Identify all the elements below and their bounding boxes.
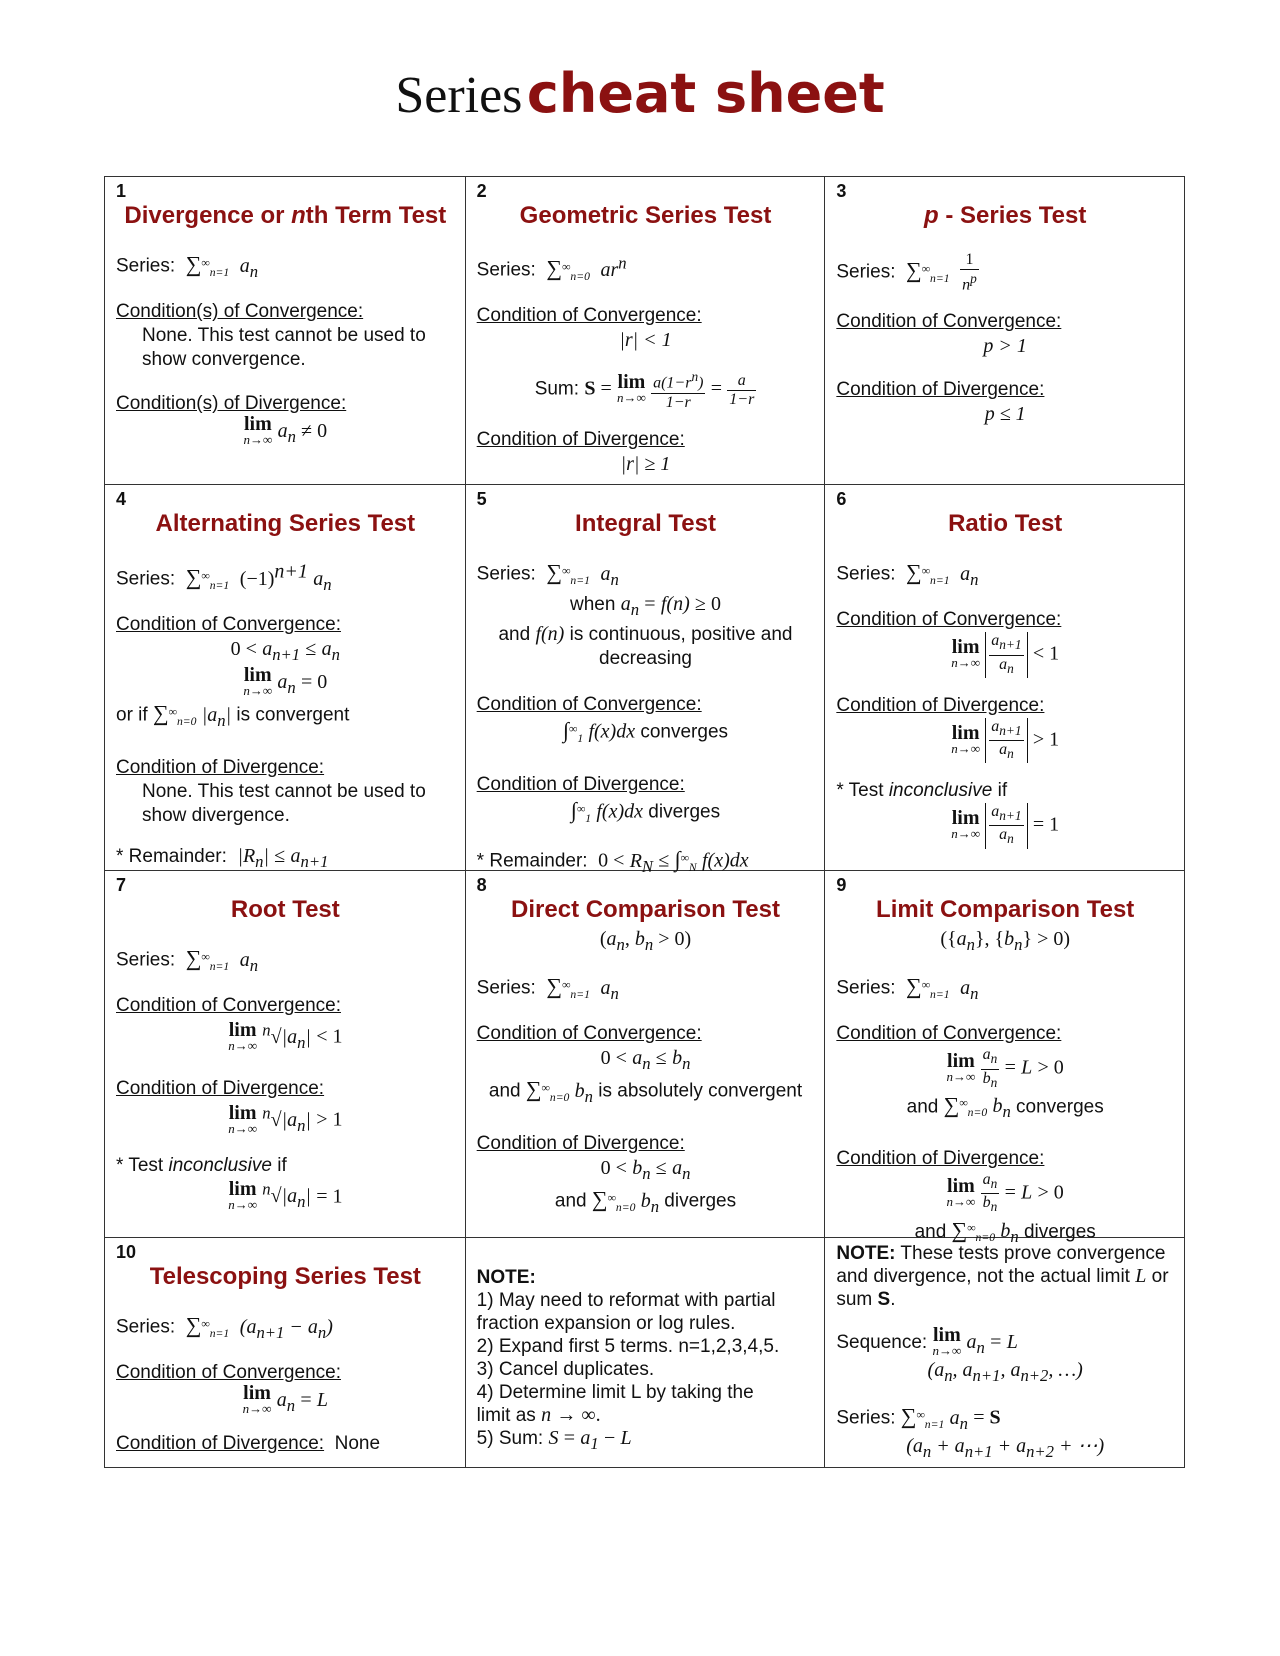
conv-label: Condition of Convergence: bbox=[476, 694, 702, 716]
div-formula: p ≤ 1 bbox=[984, 403, 1026, 426]
sequence-terms: ($a_n$, $a_{n+1}$, $a_{n+2}$, …) bbox=[927, 1359, 1083, 1386]
conv-formula: $0 < a_n \le b_n$ bbox=[600, 1047, 691, 1074]
note-title: NOTE: bbox=[476, 1267, 536, 1288]
series-formula: Series: $\sum^\infty_{n=1}$ $a_n$ bbox=[476, 559, 619, 589]
cell-heading: Divergence or nth Term Test bbox=[124, 202, 447, 229]
conv-formula: $\int^\infty_1$ f(x)dx converges bbox=[562, 718, 729, 745]
tests-grid bbox=[104, 176, 1185, 1468]
cell-number: 1 bbox=[116, 181, 127, 201]
remainder: * Remainder: $0 < R_N \le \int^\infty_N$ f(x)dx bbox=[476, 847, 749, 877]
cell-number: 5 bbox=[476, 489, 487, 509]
div-label: Condition of Divergence: bbox=[476, 773, 685, 795]
series-formula: Series: $\sum^\infty_{n=1}$ $a_n$ bbox=[836, 559, 979, 589]
inconclusive-formula: lim n→∞ $\frac{a_{n+1}}{a_n}$ = 1 bbox=[951, 803, 1060, 847]
div-label: Condition(s) of Divergence: bbox=[116, 393, 347, 415]
series-formula: Series: $\sum^\infty_{n=1}$ $a_n$ bbox=[476, 973, 619, 1003]
cell-number: 4 bbox=[116, 489, 127, 509]
div-text: None. This test cannot be used to show divergence. bbox=[142, 780, 426, 826]
div-text: and $\sum^\infty_{n=0}$ $b_n$ diverges bbox=[554, 1186, 737, 1216]
series-formula: Series: $\sum^\infty_{n=1}$ $a_n$ bbox=[836, 973, 979, 1003]
cell-subheading: ($a_n$, $b_n > 0$) bbox=[599, 928, 692, 954]
cell-alternating-test bbox=[105, 485, 465, 870]
div-label: Condition of Divergence: bbox=[476, 1132, 685, 1154]
cell-heading: Direct Comparison Test bbox=[511, 896, 780, 923]
sum-formula: Sum: S = lim n→∞ $\frac{a(1-r^n)}{1-r}$ = $\frac{a}{1-r}$ bbox=[534, 369, 755, 411]
cell-heading: Integral Test bbox=[575, 510, 716, 537]
div-formula: lim n→∞ $\frac{a_{n+1}}{a_n}$ > 1 bbox=[951, 717, 1060, 762]
cell-number: 10 bbox=[116, 1242, 137, 1262]
grid-row-3 bbox=[105, 870, 1184, 1247]
div-label: Condition of Divergence: bbox=[836, 379, 1045, 401]
cell-heading: Ratio Test bbox=[948, 510, 1063, 537]
conv-formula: lim n→∞ $\frac{a_{n+1}}{a_n}$ < 1 bbox=[951, 632, 1060, 676]
div-label: Condition of Divergence: bbox=[116, 1078, 325, 1100]
cell-heading: Alternating Series Test bbox=[155, 510, 416, 537]
conv-label: Condition of Convergence: bbox=[476, 1023, 702, 1045]
series-formula: Series: $\sum^\infty_{n=1}$ $a_n$ bbox=[116, 251, 259, 281]
cell-number: 9 bbox=[836, 875, 847, 895]
cell-number: 8 bbox=[476, 875, 487, 895]
note-item-2: 2) Expand first 5 terms. n=1,2,3,4,5. bbox=[476, 1336, 780, 1357]
conv-label: Condition of Convergence: bbox=[836, 609, 1062, 631]
conv-text: and $\sum^\infty_{n=0}$ $b_n$ is absolutely convergent bbox=[488, 1077, 803, 1107]
conv-label: Condition of Convergence: bbox=[116, 1362, 341, 1384]
div-formula: |r| ≥ 1 bbox=[620, 452, 671, 475]
series-formula: Series: $\sum^\infty_{n=0}$ $ar^n$ bbox=[476, 253, 627, 283]
note-item-1: 1) May need to reformat with partial fraction expansion or log rules. bbox=[476, 1290, 776, 1334]
title-plain: Series bbox=[395, 67, 523, 124]
conv-label: Condition of Convergence: bbox=[476, 305, 702, 327]
series-terms: ($a_n + a_{n+1} + a_{n+2}$ + ⋯) bbox=[906, 1435, 1105, 1462]
sequence-formula: Sequence: lim n→∞ $a_n = L$ bbox=[836, 1324, 1018, 1358]
integral-conditions: and f(n) is continuous, positive and decreasing bbox=[498, 623, 793, 670]
series-sum-formula: Series: $\sum^\infty_{n=1}$ $a_n = S$ bbox=[836, 1403, 1001, 1433]
conv-label: Condition of Convergence: bbox=[116, 995, 341, 1017]
div-formula: $\int^\infty_1$ f(x)dx diverges bbox=[570, 797, 721, 825]
div-text: and $\sum^\infty_{n=0}$ $b_n$ diverges bbox=[914, 1217, 1096, 1247]
conv-label: Condition of Convergence: bbox=[116, 614, 341, 636]
note-right-text: NOTE: These tests prove convergence and divergence, not the actual limit L or sum S. bbox=[836, 1243, 1169, 1310]
cell-telescoping-test bbox=[105, 1238, 465, 1467]
cell-note-center bbox=[465, 1238, 825, 1467]
cell-ratio-test bbox=[824, 485, 1184, 870]
conv-formula-2: lim n→∞ $a_n = 0$ bbox=[243, 664, 328, 699]
series-formula: Series: $\sum^\infty_{n=1}$ $\frac{1}{n^p}$ bbox=[836, 251, 977, 294]
grid-row-1 bbox=[105, 177, 1184, 484]
cell-root-test bbox=[105, 871, 465, 1237]
cell-note-right bbox=[824, 1238, 1184, 1467]
conv-label: Condition(s) of Convergence: bbox=[116, 301, 364, 323]
div-label: Condition of Divergence: bbox=[836, 1148, 1045, 1170]
inconclusive-label: * Test inconclusive if bbox=[116, 1154, 287, 1176]
cell-integral-test bbox=[465, 485, 825, 877]
conv-formula: lim n→∞ $^n√|a_n| < 1$ bbox=[228, 1019, 343, 1054]
conv-formula: p > 1 bbox=[983, 335, 1027, 358]
div-formula: lim n→∞ $^n√|a_n| > 1$ bbox=[228, 1101, 343, 1136]
page-title bbox=[0, 62, 1280, 125]
note-item-5: 5) Sum: $S = a_1 - L$ bbox=[476, 1427, 632, 1453]
cell-number: 3 bbox=[836, 181, 847, 201]
grid-row-4 bbox=[105, 1237, 1184, 1467]
conv-formula-1: $0 < a_{n+1} \le a_n$ bbox=[230, 638, 340, 665]
note-item-4-tail: limit as n → ∞. bbox=[476, 1404, 601, 1426]
title-bold: cheat sheet bbox=[526, 62, 885, 125]
integral-when: when $a_n = f(n) \ge 0$ bbox=[569, 593, 722, 620]
div-label: Condition of Divergence: bbox=[116, 756, 325, 778]
cell-heading: Root Test bbox=[230, 896, 340, 923]
cell-heading: p - Series Test bbox=[924, 202, 1087, 229]
cell-limit-comparison bbox=[824, 871, 1184, 1247]
div-formula: lim n→∞ $a_n \ne 0$ bbox=[243, 413, 328, 448]
cell-divergence-test bbox=[105, 177, 465, 484]
cell-subheading: ($\{a_n\}$, $\{b_n\} > 0$) bbox=[940, 928, 1071, 954]
conv-formula-3: or if $\sum^\infty_{n=0}$ $|a_n|$ is convergent bbox=[116, 701, 350, 731]
series-formula: Series: $\sum^\infty_{n=1}$ $(a_{n+1} - a_n)$ bbox=[116, 1312, 333, 1342]
cell-number: 7 bbox=[116, 875, 127, 895]
remainder: * Remainder: $|R_n| \le a_{n+1}$ bbox=[116, 844, 329, 871]
conv-label: Condition of Convergence: bbox=[836, 1023, 1062, 1045]
cell-p-series-test bbox=[824, 177, 1184, 484]
conv-text: None. This test cannot be used to show convergence. bbox=[142, 325, 426, 371]
conv-text: and $\sum^\infty_{n=0}$ $b_n$ converges bbox=[906, 1092, 1104, 1122]
cell-heading: Telescoping Series Test bbox=[149, 1263, 421, 1290]
cell-heading: Limit Comparison Test bbox=[876, 896, 1135, 923]
inconclusive-formula: lim n→∞ $^n√|a_n| = 1$ bbox=[228, 1178, 343, 1213]
div-formula: lim n→∞ $\frac{a_n}{b_n}$ = L > 0 bbox=[946, 1171, 1064, 1215]
div-row: Condition of Divergence: None bbox=[116, 1433, 381, 1455]
div-label: Condition of Divergence: bbox=[836, 694, 1045, 716]
note-item-3: 3) Cancel duplicates. bbox=[476, 1359, 655, 1380]
inconclusive-label: * Test inconclusive if bbox=[836, 780, 1008, 802]
div-label: Condition of Divergence: bbox=[476, 428, 685, 450]
conv-label: Condition of Convergence: bbox=[836, 311, 1062, 333]
conv-formula: lim n→∞ $\frac{a_n}{b_n}$ = L > 0 bbox=[946, 1046, 1064, 1090]
cell-direct-comparison bbox=[465, 871, 825, 1237]
cell-geometric-test bbox=[465, 177, 825, 484]
conv-formula: lim n→∞ $a_n = L$ bbox=[242, 1382, 329, 1417]
note-item-4: 4) Determine limit L by taking the bbox=[476, 1382, 754, 1403]
cell-number: 2 bbox=[476, 181, 487, 201]
series-formula: Series: $\sum^\infty_{n=1}$ $(-1)^{n+1}$ $a_n$ bbox=[116, 560, 332, 594]
cell-heading: Geometric Series Test bbox=[519, 202, 772, 229]
cell-number: 6 bbox=[836, 489, 847, 509]
grid-row-2 bbox=[105, 484, 1184, 877]
series-formula: Series: $\sum^\infty_{n=1}$ $a_n$ bbox=[116, 945, 259, 975]
conv-formula: |r| < 1 bbox=[619, 329, 672, 352]
div-formula: $0 < b_n \le a_n$ bbox=[600, 1156, 691, 1183]
